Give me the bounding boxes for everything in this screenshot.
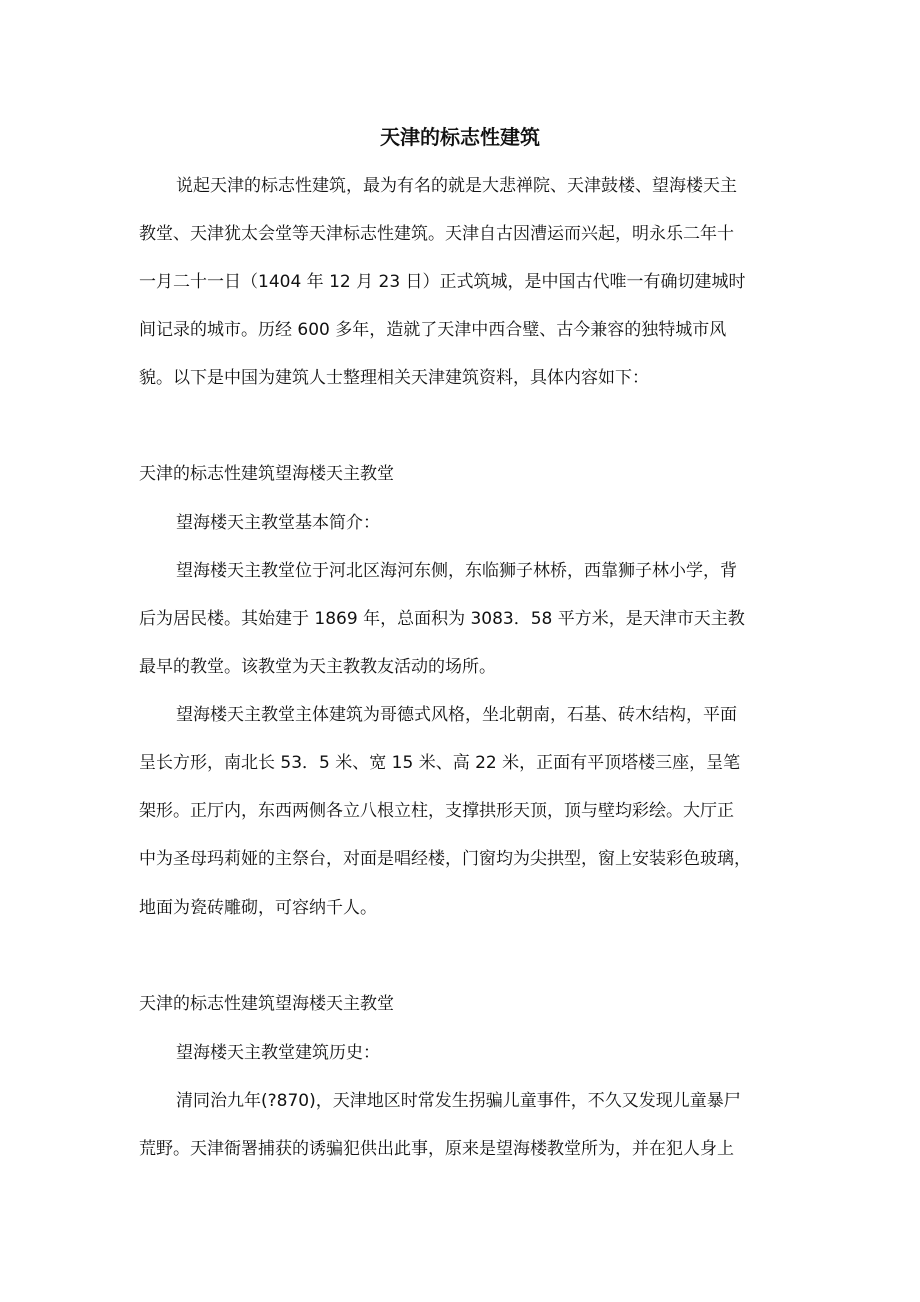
section1-para1-line-1: 望海楼天主教堂位于河北区海河东侧，东临狮子林桥，西靠狮子林小学，背 — [176, 561, 737, 581]
intro-line-5: 貌。以下是中国为建筑人士整理相关天津建筑资料，具体内容如下： — [139, 368, 649, 388]
intro-line-2: 教堂、天津犹太会堂等天津标志性建筑。天津自古因漕运而兴起，明永乐二年十 — [139, 224, 734, 244]
document-title: 天津的标志性建筑 — [380, 125, 540, 149]
intro-line-3: 一月二十一日（1404 年 12 月 23 日）正式筑城，是中国古代唯一有确切建城时 — [139, 272, 746, 292]
section1-para2-line-5: 地面为瓷砖雕砌，可容纳千人。 — [139, 898, 377, 918]
section2-subheading: 望海楼天主教堂建筑历史： — [176, 1043, 380, 1063]
section1-para2-line-3: 架形。正厅内，东西两侧各立八根立柱，支撑拱形天顶，顶与壁均彩绘。大厅正 — [139, 801, 734, 821]
section1-para2-line-1: 望海楼天主教堂主体建筑为哥德式风格，坐北朝南，石基、砖木结构，平面 — [176, 705, 737, 725]
section1-heading: 天津的标志性建筑望海楼天主教堂 — [139, 464, 394, 484]
section2-para1-line-2: 荒野。天津衙署捕获的诱骗犯供出此事，原来是望海楼教堂所为，并在犯人身上 — [139, 1139, 734, 1159]
section1-subheading: 望海楼天主教堂基本简介： — [176, 513, 380, 533]
intro-line-4: 间记录的城市。历经 600 多年，造就了天津中西合璧、古今兼容的独特城市风 — [139, 320, 727, 340]
section1-para1-line-3: 最早的教堂。该教堂为天主教教友活动的场所。 — [139, 657, 496, 677]
intro-line-1: 说起天津的标志性建筑，最为有名的就是大悲禅院、天津鼓楼、望海楼天主 — [176, 176, 737, 196]
section1-para1-line-2: 后为居民楼。其始建于 1869 年，总面积为 3083．58 平方米，是天津市天主教 — [139, 609, 745, 629]
section2-para1-line-1: 清同治九年(?870)，天津地区时常发生拐骗儿童事件，不久又发现儿童暴尸 — [176, 1091, 741, 1111]
section1-para2-line-4: 中为圣母玛莉娅的主祭台，对面是唱经楼，门窗均为尖拱型，窗上安装彩色玻璃， — [139, 849, 751, 869]
section2-heading: 天津的标志性建筑望海楼天主教堂 — [139, 994, 394, 1014]
section1-para2-line-2: 呈长方形，南北长 53．5 米、宽 15 米、高 22 米，正面有平顶塔楼三座，呈笔 — [139, 753, 741, 773]
